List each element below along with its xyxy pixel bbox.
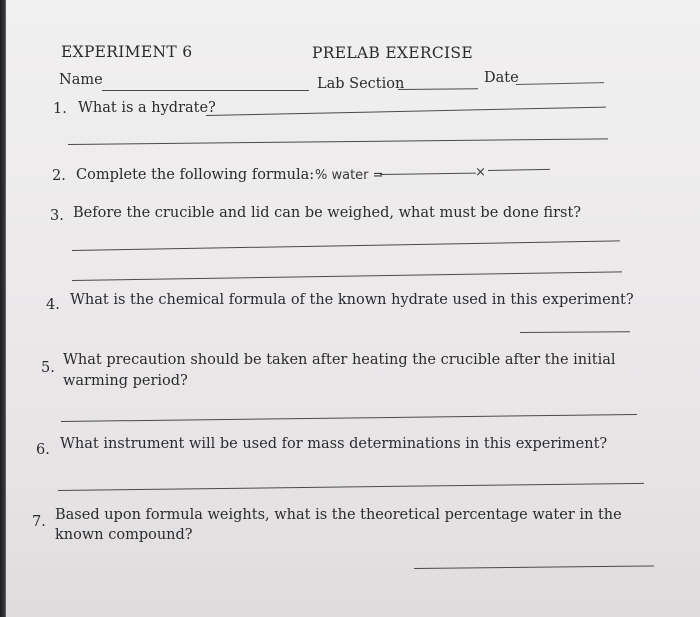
question-7-text: Based upon formula weights, what is the theoretical percentage water in the xyxy=(55,507,622,523)
question-1-answer-line-1[interactable] xyxy=(206,107,606,116)
question-7-answer-line[interactable] xyxy=(414,565,654,569)
question-1-text: What is a hydrate? xyxy=(78,100,216,116)
question-6-text: What instrument will be used for mass determinations in this experiment? xyxy=(60,436,608,452)
question-5-text-continued: warming period? xyxy=(63,373,188,389)
date-blank[interactable] xyxy=(516,82,604,85)
lab-section-label: Lab Section xyxy=(317,76,405,92)
question-3-text: Before the crucible and lid can be weighed, what must be done first? xyxy=(73,205,582,221)
lab-section-blank[interactable] xyxy=(398,88,478,90)
question-6-number: 6. xyxy=(36,442,50,458)
question-7-text-continued: known compound? xyxy=(55,527,193,543)
question-2-formula: % water = xyxy=(315,168,384,183)
question-4-text: What is the chemical formula of the known hydrate used in this experiment? xyxy=(70,292,634,308)
question-4-answer-line[interactable] xyxy=(520,331,630,333)
question-3-answer-line-1[interactable] xyxy=(72,240,620,251)
question-7-number: 7. xyxy=(32,514,46,530)
question-5-number: 5. xyxy=(41,360,55,376)
question-2-times-sign: × xyxy=(475,165,486,180)
question-3-answer-line-2[interactable] xyxy=(72,271,622,281)
question-5-answer-line[interactable] xyxy=(61,414,637,422)
question-3-number: 3. xyxy=(50,208,64,224)
name-label: Name xyxy=(59,72,103,88)
question-2-blank-1[interactable] xyxy=(380,173,476,175)
question-1-answer-line-2[interactable] xyxy=(68,138,608,145)
question-2-number: 2. xyxy=(52,168,66,184)
question-6-answer-line[interactable] xyxy=(58,483,644,491)
date-label: Date xyxy=(484,70,519,86)
question-1-number: 1. xyxy=(53,101,67,117)
prelab-title: PRELAB EXERCISE xyxy=(312,44,473,62)
question-2-text: Complete the following formula: xyxy=(76,167,315,183)
question-5-text: What precaution should be taken after heating the crucible after the initial xyxy=(63,352,616,368)
worksheet-page xyxy=(6,0,700,617)
question-4-number: 4. xyxy=(46,297,60,313)
experiment-title: EXPERIMENT 6 xyxy=(61,43,193,61)
name-blank[interactable] xyxy=(102,90,309,91)
question-2-blank-2[interactable] xyxy=(488,169,550,171)
